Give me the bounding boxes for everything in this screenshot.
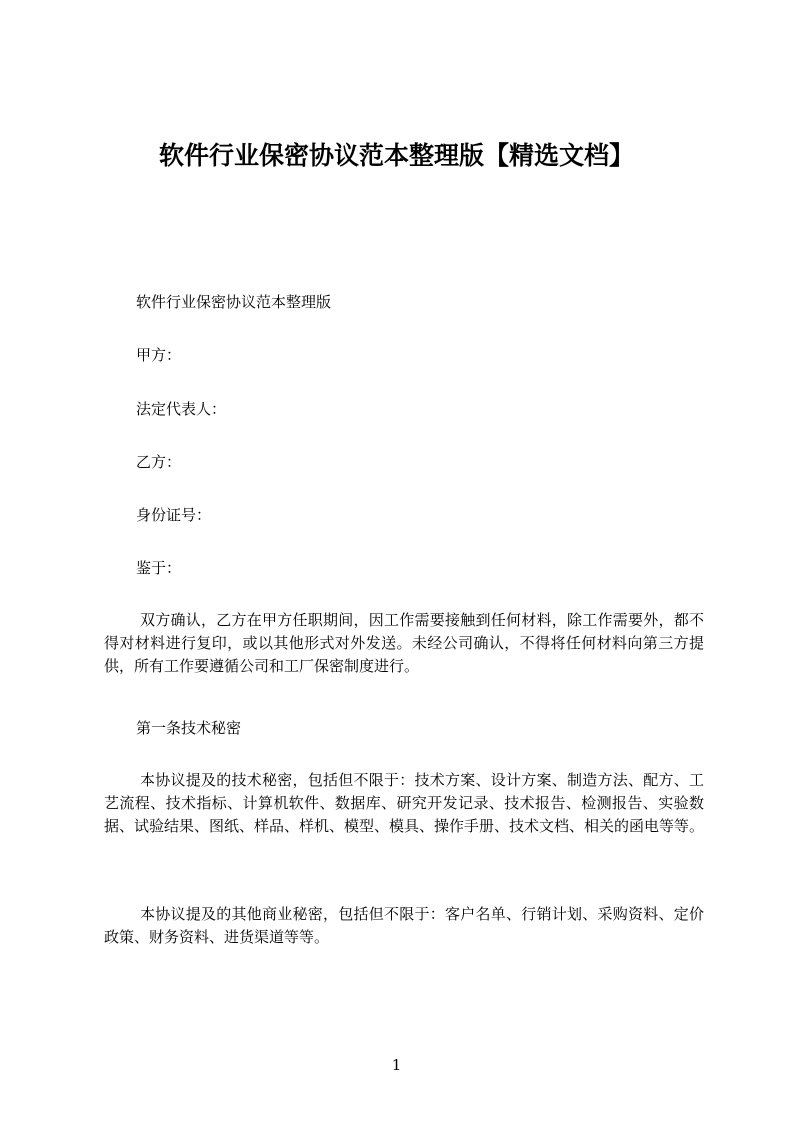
id-number-field: 身份证号： bbox=[136, 506, 212, 524]
party-b-field: 乙方： bbox=[136, 453, 182, 471]
business-secrets-paragraph: 本协议提及的其他商业秘密，包括但不限于：客户名单、行销计划、采购资料、定价政策、财务资料、进货渠道等等。 bbox=[104, 905, 704, 946]
article-1-heading: 第一条技术秘密 bbox=[136, 719, 242, 737]
document-subtitle: 软件行业保密协议范本整理版 bbox=[136, 293, 332, 311]
party-a-field: 甲方： bbox=[136, 346, 182, 364]
page-number: 1 bbox=[391, 1056, 402, 1074]
legal-representative-field: 法定代表人： bbox=[136, 400, 227, 418]
whereas-label: 鉴于： bbox=[136, 559, 182, 577]
confirmation-paragraph: 双方确认，乙方在甲方任职期间，因工作需要接触到任何材料，除工作需要外，都不得对材料进行复印，或以其他形式对外发送。未经公司确认，不得将任何材料向第三方提供，所有工作要遵循公司和工厂保密制度进行。 bbox=[104, 611, 704, 675]
technical-secrets-paragraph: 本协议提及的技术秘密，包括但不限于：技术方案、设计方案、制造方法、配方、工艺流程、技术指标、计算机软件、数据库、研究开发记录、技术报告、检测报告、实验数据、试验结果、图纸、样品、样机、模型、模具、操作手册、技术文档、相关的函电等等。 bbox=[104, 771, 705, 835]
document-title: 软件行业保密协议范本整理版【精选文档】 bbox=[158, 141, 634, 170]
